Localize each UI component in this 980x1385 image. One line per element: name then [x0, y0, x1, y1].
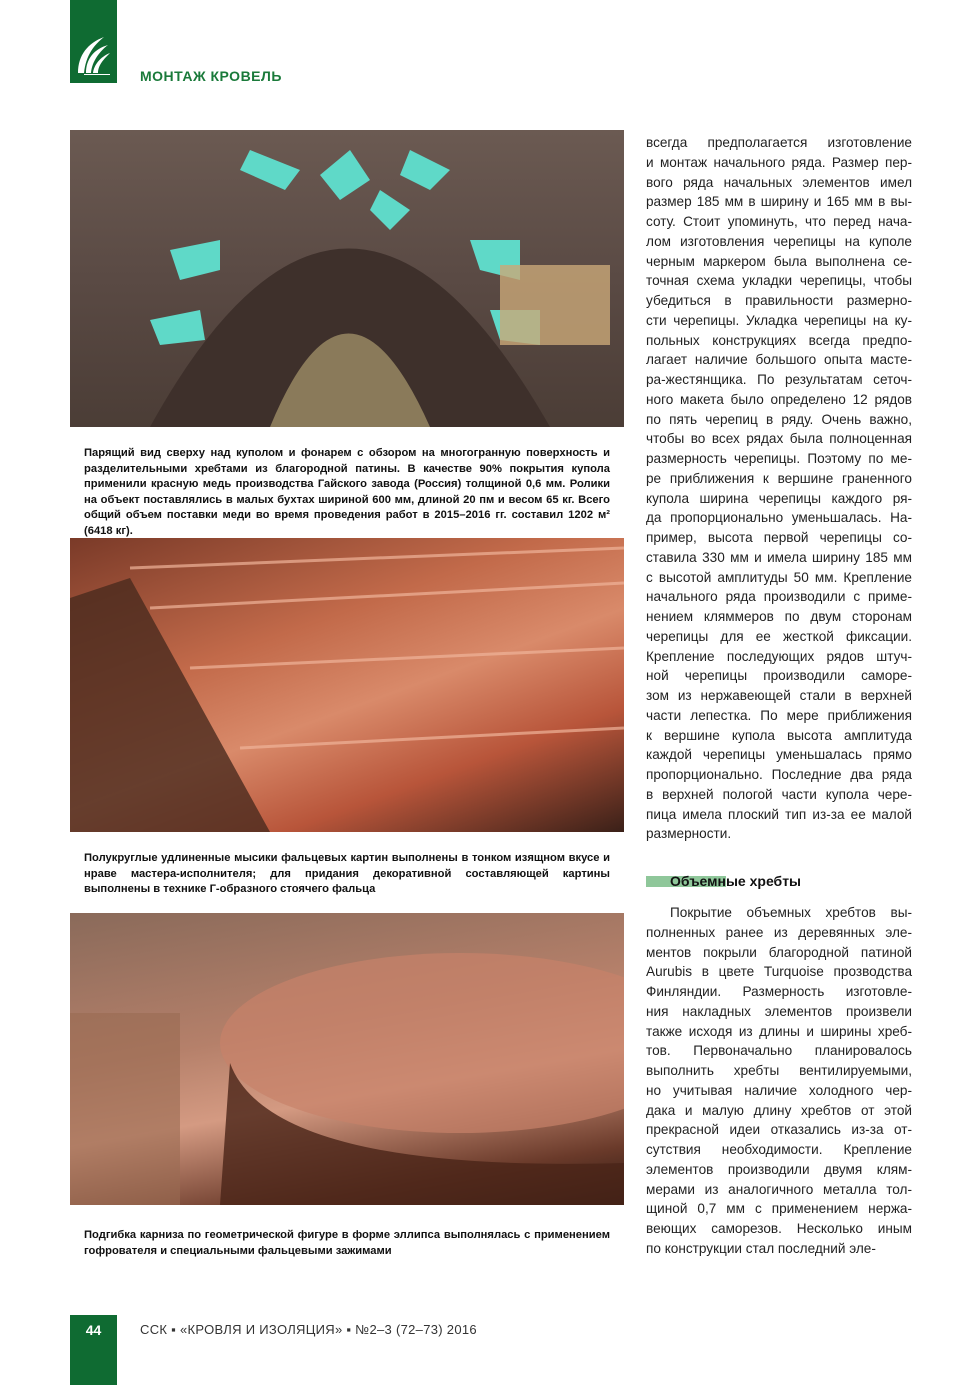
text-line: чтобы во всех рядах была полноценная — [646, 431, 912, 447]
photo-dome-top-view — [70, 130, 624, 427]
text-line: по пять черепиц в ряду. Очень важно, — [646, 411, 912, 427]
dome-illustration — [70, 130, 624, 427]
text-line: Покрытие объемных хребтов вы- — [670, 905, 912, 920]
text-line: точная схема укладки черепицы, чтобы — [646, 273, 912, 289]
text-line: части лепестка. По мере приближения — [646, 707, 912, 723]
text-line: с высотой амплитуды 50 мм. Крепление — [646, 569, 912, 585]
text-line: размерность черепицы. Поэтому по ме- — [646, 451, 912, 466]
subheading — [646, 873, 801, 889]
text-line: ния накладных элементов произвели — [646, 1003, 912, 1019]
text-line: размерности. — [646, 826, 732, 842]
text-line: пример, высота первой черепицы со- — [646, 530, 912, 545]
copper-roof-illustration — [70, 538, 624, 832]
subheading-text: Объемные хребты — [670, 873, 802, 889]
text-line: нением кляммеров по двум сторонам — [646, 609, 912, 624]
text-line: лом изготовления черепицы на куполе — [646, 233, 912, 249]
section-title: МОНТАЖ КРОВЕЛЬ — [140, 68, 282, 84]
text-line: веющих саморезов. Несколько иным — [646, 1221, 912, 1236]
text-line: купола ширина черепицы каждого ря- — [646, 490, 912, 506]
text-line: всегда предполагается изготовление — [646, 135, 912, 150]
text-line: да пропорционально уменьшалась. На- — [646, 510, 912, 526]
text-line: ментов покрыли благородной патиной — [646, 944, 912, 960]
text-line: каждой черепицы уменьшалась прямо — [646, 747, 912, 763]
text-line: ре приближения к вершине граненного — [646, 470, 912, 486]
text-line: полненных ранее из деревянных эле- — [646, 924, 912, 940]
text-line: Финляндии. Размерность изготовле- — [646, 984, 912, 999]
text-line: сутствия необходимости. Крепление — [646, 1142, 912, 1157]
text-line: также исходя из длины и ширины хреб- — [646, 1023, 912, 1039]
text-line: к вершине купола высота амплитуда — [646, 727, 912, 743]
text-line: сти черепицы. Укладка черепицы на ку- — [646, 312, 912, 328]
text-line: черным маркером была выполнена се- — [646, 253, 912, 269]
article-column-text — [646, 133, 912, 844]
text-line: зом из нержавеющей стали в верхней — [646, 688, 912, 703]
text-line: лагает наличие большого опыта масте- — [646, 352, 912, 368]
text-line: размер 185 мм в ширину и 165 мм в вы- — [646, 194, 912, 210]
text-line: но учитывая наличие холодного чер- — [646, 1082, 912, 1098]
text-line: щиной 0,7 мм с применением нержа- — [646, 1201, 912, 1217]
cornice-illustration — [70, 913, 624, 1205]
text-line: дака и малую длину хребтов от этой — [646, 1102, 912, 1118]
text-line: Aurubis в цвете Turquoise прозводства — [646, 964, 912, 980]
text-line: выполнить хребты вентилируемыми, — [646, 1063, 912, 1078]
photo-caption: Парящий вид сверху над куполом и фонарем с обзором на многогранную поверхность и разделительными хребтами из благородной патины. В качестве 90% покрытия купола применили красную медь производства Гайского завода (Россия) толщиной 0,6 мм. Ролики на объект поставлялись в малых бухтах шириной 600 мм, длиной 20 пм и весом 65 кг. Всего общий объем поставки меди во время проведения работ в 2015–2016 гг. составил 1202 м² (6418 кг). — [84, 447, 610, 537]
text-line: тов. Первоначально планировалось — [646, 1043, 912, 1059]
article-column-text — [646, 903, 912, 1259]
text-line: в верхней пологой части купола чере- — [646, 786, 912, 802]
text-line: ставила 330 мм и имела ширину 185 мм — [646, 549, 912, 565]
text-line: Крепление последующих рядов штуч- — [646, 648, 912, 664]
text-line: черепицы для ее жесткой фиксации. — [646, 628, 912, 644]
text-line: ра-жестянщика. По результатам сеточ- — [646, 372, 912, 387]
footer-publication: ССК ▪ «КРОВЛЯ И ИЗОЛЯЦИЯ» ▪ №2–3 (72–73) 2016 — [140, 1322, 477, 1337]
photo-caption: Полукруглые удлиненные мысики фальцевых картин выполнены в тонком изящном вкусе и нраве мастера-исполнителя; для придания декоративной составляющей картины выполнены в технике Г-образного стоячего фальца — [84, 852, 610, 895]
text-line: мерами из аналогичного металла тол- — [646, 1181, 912, 1197]
page-number-box — [70, 1315, 117, 1385]
leaf-logo-icon — [74, 35, 112, 77]
photo-ellipse-cornice — [70, 913, 624, 1205]
text-line: вого ряда начальных элементов имел — [646, 174, 912, 190]
page-number: 44 — [85, 1322, 102, 1338]
text-line: убедиться в правильности размерно- — [646, 293, 912, 308]
photo-caption: Подгибка карниза по геометрической фигуре в форме эллипса выполнялась с применением гофрователя и специальными фальцевыми зажимами — [84, 1229, 610, 1257]
text-line: прекрасной идеи отказались из-за от- — [646, 1122, 912, 1138]
text-line: элементов производили двумя клям- — [646, 1161, 912, 1177]
text-line: пропорционально. Последние два ряда — [646, 767, 912, 782]
text-line: соту. Стоит упоминуть, что перед нача- — [646, 214, 912, 229]
text-line: ной черепицы производили саморе- — [646, 668, 912, 684]
text-line: польных конструкциях всегда предпо- — [646, 332, 912, 348]
publisher-logo — [70, 0, 117, 83]
text-line: и монтаж начального ряда. Размер пер- — [646, 154, 912, 170]
text-line: по конструкции стал последний эле- — [646, 1240, 876, 1256]
text-line: начального ряда производили с приме- — [646, 589, 912, 605]
photo-copper-seams — [70, 538, 624, 832]
text-line: пица имела плоский тип из-за ее малой — [646, 806, 912, 822]
text-line: ного макета было определено 12 рядов — [646, 391, 912, 407]
